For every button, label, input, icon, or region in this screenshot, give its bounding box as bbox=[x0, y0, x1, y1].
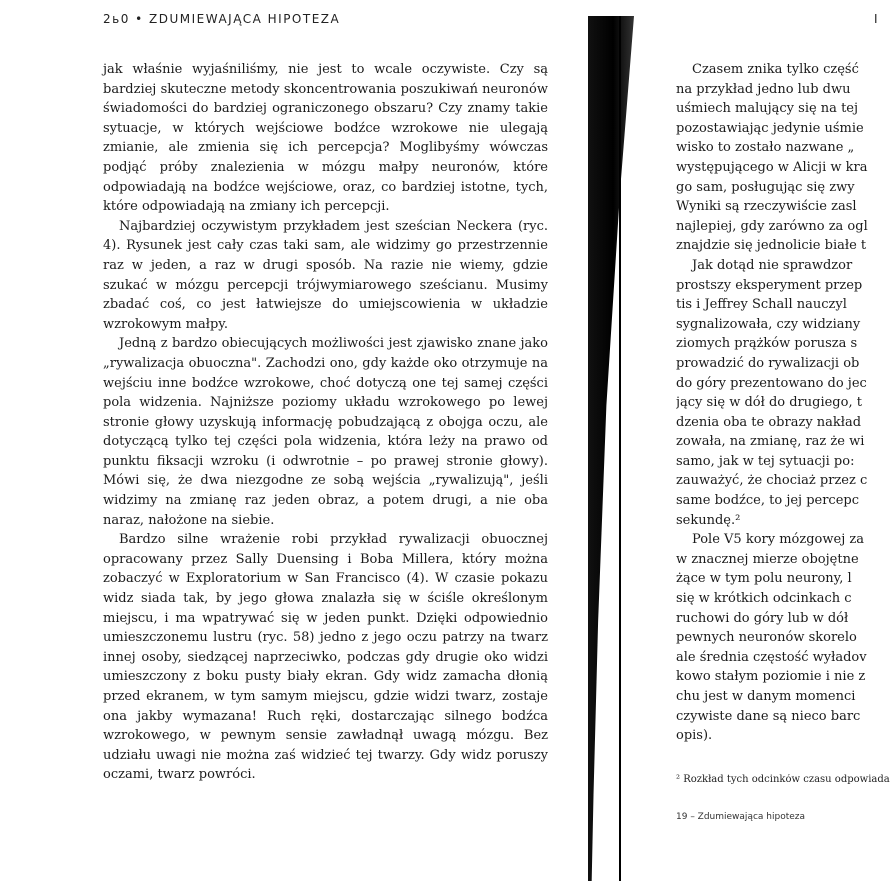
text-line: kowo stałym poziomie i nie z bbox=[676, 669, 866, 685]
right-header-mark: I bbox=[874, 12, 878, 26]
text-line: go sam, posługując się zwy bbox=[676, 179, 855, 195]
text-line: do góry prezentowano do jec bbox=[676, 375, 867, 391]
text-line: znajdzie się jednolicie białe t bbox=[676, 238, 867, 254]
footnote: ² Rozkład tych odcinków czasu odpowiada bbox=[676, 774, 890, 785]
paragraph: Jedną z bardzo obiecujących możliwości jest zjawisko znane jako „rywalizacja obuoczna". Zachodzi ono, gdy każde oko otrzymuje na wejściu inne bodźce wzrokowe, choć dotyczą one tej samej części pola widzenia. Najniższe poziomy układu wzrokowego po lewej stronie głowy uzyskują informację pobudzającą z obojga oczu, ale dotyczącą tylko tej części pola widzenia, która leży na prawo od punktu fiksacji wzroku (i odwrotnie – po prawej stronie głowy). Mówi się, że dwa niezgodne ze sobą wejścia „rywalizują", jeśli widzimy na zmianę raz jeden obraz, a potem drugi, a nie oba naraz, nałożone na siebie. bbox=[103, 336, 548, 528]
book-spine-line bbox=[619, 16, 621, 881]
text-line: chu jest w danym momenci bbox=[676, 689, 856, 704]
text-line: same bodźce, to jej percepc bbox=[676, 493, 860, 509]
text-line: Pole V5 kory mózgowej za bbox=[692, 532, 864, 548]
right-page-text bbox=[676, 60, 893, 746]
paragraph: Bardzo silne wrażenie robi przykład rywalizacji obuocznej opracowany przez Sally Duensing i Boba Millera, który można zobaczyć w Exploratorium w San Francisco (4). W czasie pokazu widz siada tak, by jego głowa znalazła się w ściśle określonym miejscu, i ma wpatrywać się w jeden punkt. Dzięki odpowiednio umieszczonemu lustru (ryc. 58) jedno z jego oczu patrzy na twarz innej osoby, siedzącej naprzeciwko, podczas gdy drugie oko widzi umieszczony z boku pusty biały ekran. Gdy widz zamacha dłonią przed ekranem, w tym samym miejscu, gdzie widzi twarz, zostaje ona jakby wymazana! Ruch ręki, dostarczając silnego bodźca wzrokowego, w pewnym sensie zawładnął uwagą mózgu. Bez udziału uwagi nie można zaś widzieć tej twarzy. Gdy widz poruszy oczami, twarz powróci. bbox=[103, 532, 548, 783]
text-line: sygnalizowała, czy widziany bbox=[676, 316, 861, 332]
text-line: samo, jak w tej sytuacji po: bbox=[676, 453, 855, 469]
text-line: Wyniki są rzeczywiście zasl bbox=[676, 199, 857, 215]
text-line: prostszy eksperyment przep bbox=[676, 277, 863, 293]
text-line: prowadzić do rywalizacji ob bbox=[676, 355, 860, 371]
text-line: pewnych neuronów skorelo bbox=[676, 630, 857, 646]
book-gutter-shadow bbox=[588, 16, 634, 881]
printer-signature-mark: 19 – Zdumiewająca hipoteza bbox=[676, 812, 806, 822]
text-line: się w krótkich odcinkach c bbox=[676, 591, 852, 607]
text-line: w znacznej mierze obojętne bbox=[676, 551, 859, 567]
text-line: opis). bbox=[676, 728, 713, 744]
text-line: ruchowi do góry lub w dół bbox=[676, 610, 849, 626]
text-line: ziomych prążków porusza s bbox=[676, 336, 858, 352]
left-page-text bbox=[103, 60, 548, 785]
text-line: zowała, na zmianę, raz że wi bbox=[676, 434, 865, 450]
text-line: na przykład jedno lub dwu bbox=[676, 81, 851, 97]
text-line: zauważyć, że chociaż przez c bbox=[676, 473, 868, 489]
text-line: żące w tym polu neurony, l bbox=[676, 571, 852, 587]
text-line: sekundę.² bbox=[676, 512, 741, 528]
text-line: występującego w Alicji w kra bbox=[676, 159, 868, 175]
paragraph: Najbardziej oczywistym przykładem jest sześcian Neckera (ryc. 4). Rysunek jest cały czas taki sam, ale widzimy go przestrzennie raz w jeden, a raz w drugi sposób. Na razie nie wiemy, gdzie szukać w mózgu percepcji trójwymiarowego sześcianu. Musimy zbadać coś, co jest łatwiejsze do umiejscowienia w układzie wzrokowym małpy. bbox=[103, 218, 548, 332]
paragraph: jak właśnie wyjaśniliśmy, nie jest to wcale oczywiste. Czy są bardziej skuteczne metody skoncentrowania poszukiwań neuronów świadomości do bardziej ograniczonego obszaru? Czy znamy takie sytuacje, w których wejściowe bodźce wzrokowe nie ulegają zmianie, ale zmienia się ich percepcja? Moglibyśmy wówczas podjąć próby znalezienia w mózgu małpy neuronów, które odpowiadają na bodźce wejściowe, oraz, co bardziej istotne, tych, które odpowiadają na zmiany ich percepcji. bbox=[103, 62, 548, 215]
text-line: tis i Jeffrey Schall nauczyl bbox=[676, 297, 847, 313]
running-header: 2ь0 • ZDUMIEWAJĄCA HIPOTEZA bbox=[103, 12, 341, 26]
text-line: Czasem znika tylko część bbox=[692, 62, 859, 77]
text-line: wisko to zostało nazwane „ bbox=[676, 140, 855, 156]
text-line: jący się w dół do drugiego, t bbox=[676, 395, 862, 411]
text-line: czywiste dane są nieco barc bbox=[676, 708, 861, 724]
text-line: uśmiech malujący się na tej bbox=[676, 101, 859, 117]
text-line: Jak dotąd nie sprawdzor bbox=[692, 257, 853, 273]
text-line: ale średnia częstość wyładov bbox=[676, 649, 867, 665]
text-line: pozostawiając jedynie uśmie bbox=[676, 120, 864, 136]
text-line: najlepiej, gdy zarówno za ogl bbox=[676, 218, 868, 234]
text-line: dzenia oba te obrazy nakład bbox=[676, 414, 862, 430]
